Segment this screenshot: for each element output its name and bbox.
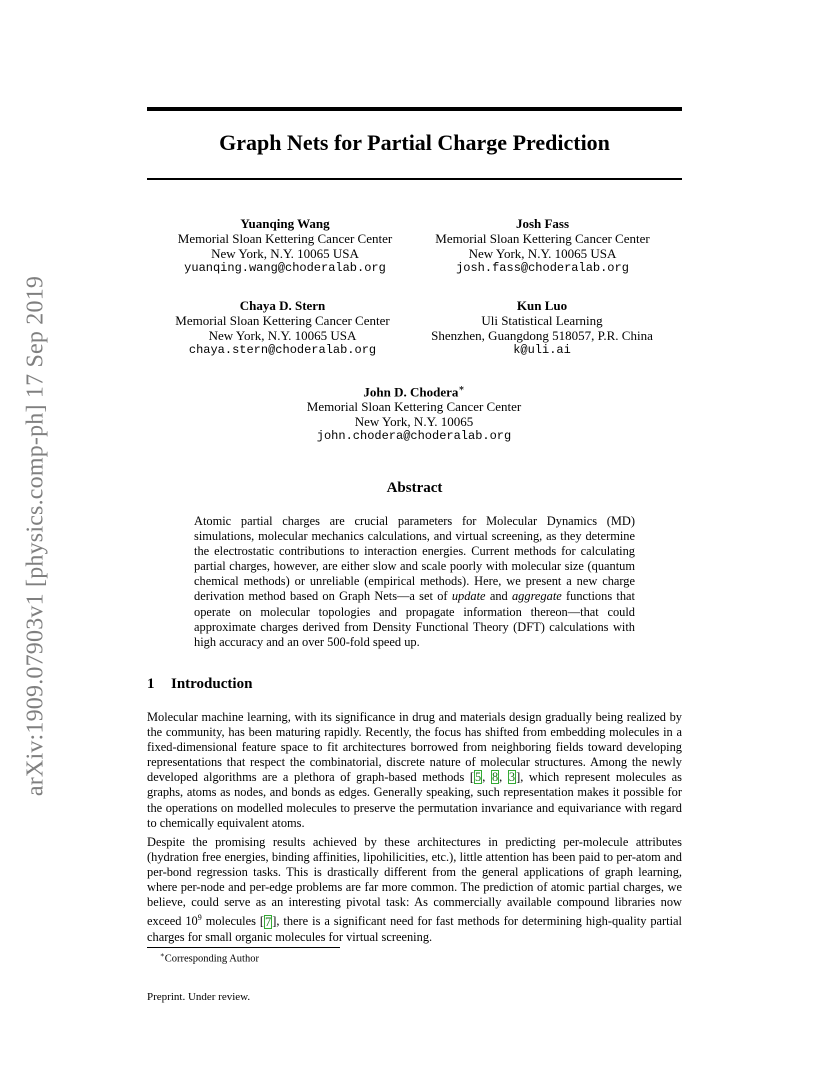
intro-paragraph-2	[147, 835, 682, 945]
title-top-rule	[147, 107, 682, 111]
section-title: Introduction	[171, 676, 253, 692]
author-affiliation: Memorial Sloan Kettering Cancer Center	[175, 313, 390, 328]
author-address: New York, N.Y. 10065	[354, 414, 474, 430]
corresponding-mark: ∗	[458, 383, 465, 393]
footnote-text: Corresponding Author	[164, 953, 259, 965]
author-block-2	[415, 216, 670, 276]
arxiv-identifier: arXiv:1909.07903v1 [physics.comp-ph] 17 Sep 2019	[22, 275, 49, 797]
abstract-emphasis-aggregate: aggregate	[511, 589, 562, 604]
abstract-text-part: Atomic partial charges are crucial parameters for Molecular Dynamics (MD) simulations, molecular mechanics calculations, and virtual screening, as they determine the electrostatic contributions to interaction energies. Current methods for calculating partial charges, however, are either slow and scale poorly with molecular size (quantum chemical methods) or unreliable (empirical methods). Here, we present a new charge derivation method based on Graph Nets—a set of	[194, 514, 635, 604]
abstract-heading: Abstract	[386, 480, 443, 496]
paper-title: Graph Nets for Partial Charge Prediction	[219, 130, 610, 155]
abstract-emphasis-update: update	[451, 589, 486, 604]
author-affiliation: Uli Statistical Learning	[481, 313, 603, 328]
author-block-1	[160, 216, 410, 276]
intro-paragraph-1: Molecular machine learning, with its significance in drug and materials design gradually being realized by the community, has been maturing rapidly. Recently, the focus has shifted from embedding molecules in a fixed-dimensional feature space to fit architectures borrowed from neighboring fields toward developing representations that respect the combinatorial, discrete nature of molecular structures. Among the newly developed algorithms are a plethora of graph-based methods [5, 8, 3], which represent molecules as graphs, atoms as nodes, and bonds as edges. Generally speaking, such representation makes it possible for the operations on modelled molecules to preserve the permutation invariance and equivariance with regard to chemically equivalent atoms.	[147, 710, 682, 830]
paragraph-text: ], which represent molecules as graphs, atoms as nodes, and bonds as edges. Generally speaking, such representation makes it possible for the operations on modelled molecules to preserve the permutation invariance and equivariance with regard to chemically equivalent atoms.	[147, 770, 682, 830]
author-name: Kun Luo	[516, 298, 568, 313]
footnote-mark: ∗	[160, 951, 165, 959]
author-affiliation: Memorial Sloan Kettering Cancer Center	[306, 399, 522, 415]
author-affiliation: Memorial Sloan Kettering Cancer Center	[435, 231, 650, 246]
author-address: New York, N.Y. 10065 USA	[208, 328, 357, 343]
footnote	[160, 951, 259, 965]
author-name: Yuanqing Wang	[240, 216, 330, 231]
citation-link[interactable]: 7	[265, 914, 272, 929]
section-heading	[147, 676, 252, 693]
author-address: Shenzhen, Guangdong 518057, P.R. China	[431, 328, 653, 343]
citation-link[interactable]: 3	[508, 770, 516, 785]
author-name: John D. Chodera	[363, 384, 459, 400]
preprint-note: Preprint. Under review.	[147, 991, 251, 1003]
paragraph-text: Despite the promising results achieved by these architectures in predicting per-molecule attributes (hydration free energies, binding affinities, lipohilicities, etc.), little attention has been paid to per-atom and per-bond regression tasks. This is drastically different from the general applications of graph learning, where per-node and per-edge problems are far more common. The prediction of atomic partial charges, we believe, could serve as an interesting pivotal task: As commercially available compound libraries now exceed 10	[147, 835, 682, 929]
author-email[interactable]: john.chodera@choderalab.org	[316, 429, 512, 444]
author-email[interactable]: yuanqing.wang@choderalab.org	[184, 261, 386, 275]
author-name-line	[274, 381, 554, 399]
footnote-rule	[147, 947, 340, 948]
author-email[interactable]: chaya.stern@choderalab.org	[188, 343, 377, 357]
citation-link[interactable]: 8	[491, 770, 499, 785]
author-address: New York, N.Y. 10065 USA	[211, 246, 359, 261]
author-affiliation: Memorial Sloan Kettering Cancer Center	[177, 231, 393, 246]
abstract-text-part: and	[485, 589, 512, 604]
exponent: 9	[197, 913, 202, 923]
author-email[interactable]: k@uli.ai	[513, 343, 571, 357]
author-block-4	[412, 298, 672, 358]
author-block-5	[274, 381, 554, 444]
abstract-text	[194, 514, 635, 650]
section-number: 1	[147, 676, 155, 692]
paragraph-text: Molecular machine learning, with its significance in drug and materials design gradually being realized by the community, has been maturing rapidly. Recently, the focus has shifted from embedding molecules in a fixed-dimensional feature space to fit architectures borrowed from neighboring fields toward developing representations that respect the combinatorial, discrete nature of molecular structures. Among the newly developed algorithms are a plethora of graph-based methods [	[147, 710, 682, 785]
citation-link[interactable]: 5	[475, 770, 482, 785]
author-block-3	[160, 298, 405, 358]
paragraph-text: ], there is a significant need for fast methods for determining high-quality partial charges for small organic molecules for virtual screening.	[147, 914, 682, 944]
abstract-text-part: functions that operate on molecular topologies and propagate information thereon—that could approximate charges derived from Density Functional Theory (DFT) calculations with high accuracy and an over 500-fold speed up.	[194, 589, 635, 649]
author-address: New York, N.Y. 10065 USA	[468, 246, 617, 261]
author-email[interactable]: josh.fass@choderalab.org	[456, 261, 629, 275]
author-name: Chaya D. Stern	[239, 298, 326, 313]
title-bottom-rule	[147, 178, 682, 180]
author-name: Josh Fass	[515, 216, 570, 231]
paragraph-text: molecules [	[201, 914, 265, 929]
